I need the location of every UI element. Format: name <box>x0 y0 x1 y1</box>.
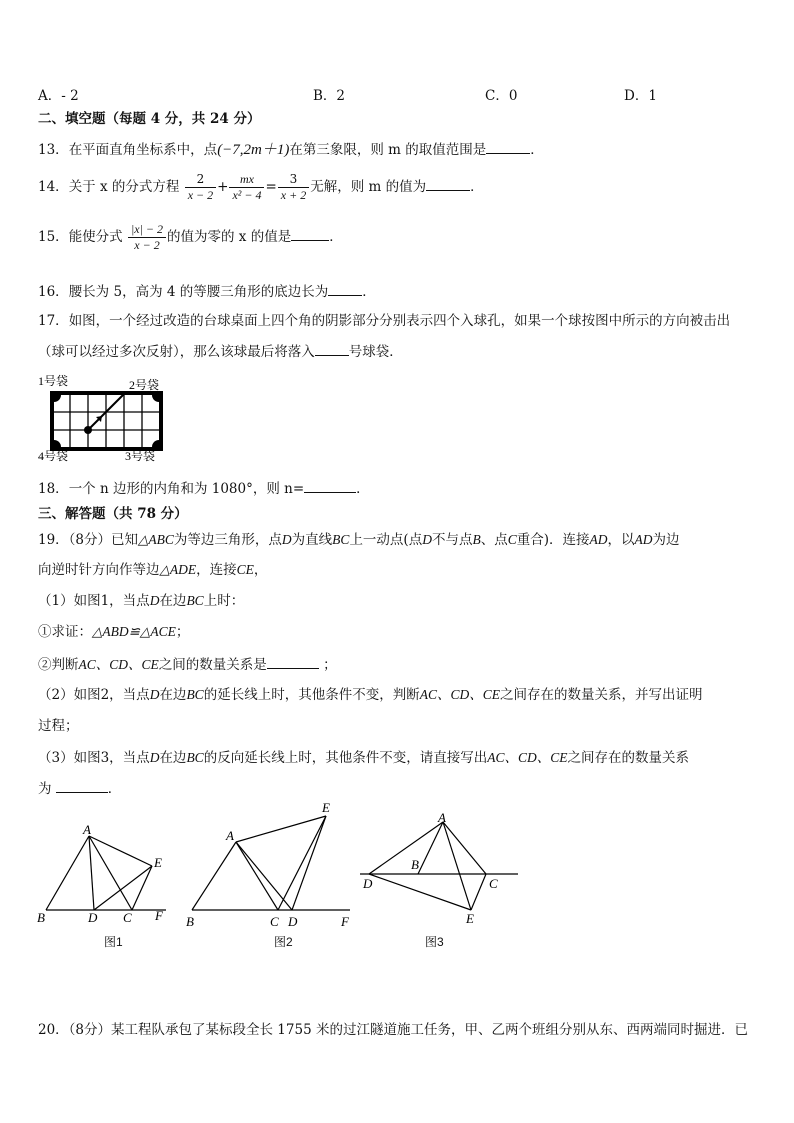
question-14: 14．关于 x 的分式方程 $\frac{2}{x - 2}$ + $\frac{mx}{\text{x² − 4}}$ = $\frac{3}{x + 2}$ 无解，则 m 的值为 ． <box>38 172 484 202</box>
table-outline <box>52 393 161 449</box>
bag-3-label: 3号袋 <box>125 449 156 463</box>
question-17-line1: 17．如图，一个经过改造的台球桌面上四个角的阴影部分分别表示四个入球孔，如果一个球按图中所示的方向被击出 <box>38 313 731 329</box>
figure-1-caption: 图1 <box>104 935 123 949</box>
bag-2-label: 2号袋 <box>129 378 160 392</box>
svg-text:D: D <box>363 876 373 891</box>
question-19-part3: （3）如图3，当点D在边BC的反向延长线上时，其他条件不变，请直接写出AC、CD、CE之间存在的数量关系 <box>38 750 689 766</box>
svg-text:B: B <box>37 910 45 925</box>
question-17-line2: （球可以经过多次反射），那么该球最后将落入 号球袋． <box>38 344 403 360</box>
section-title-solution: 三、解答题（共 78 分） <box>38 506 188 522</box>
question-19-part2: （2）如图2，当点D在边BC的延长线上时，其他条件不变，判断AC、CD、CE之间存在的数量关系，并写出证明 <box>38 687 703 703</box>
figure-2 <box>180 796 360 931</box>
question-16: 16．腰长为 5，高为 4 的等腰三角形的底边长为 ． <box>38 284 376 300</box>
svg-text:D: D <box>288 914 298 929</box>
question-19-sub1: ①求证：△ABD≌△ACE； <box>38 624 190 640</box>
billiard-table-figure <box>36 372 168 464</box>
question-19-line2: 向逆时针方向作等边△ADE，连接CE， <box>38 562 268 578</box>
svg-text:C: C <box>123 910 132 925</box>
svg-text:B: B <box>411 857 419 872</box>
svg-text:A: A <box>83 822 91 837</box>
svg-text:D: D <box>88 910 98 925</box>
figure-3-caption: 图3 <box>425 935 444 949</box>
svg-text:E: E <box>154 855 162 870</box>
option-c: C．0 <box>485 88 518 104</box>
svg-text:F: F <box>155 908 163 923</box>
question-15: 15．能使分式 $\frac{|x| - 2}{x - 2}$ 的值为零的 x 的值是 ． <box>38 222 343 252</box>
svg-text:E: E <box>466 911 474 926</box>
question-19-line1: 19．（8分）已知△ABC为等边三角形，点D为直线BC上一动点(点D不与点B、点C重合)．连接AD，以AD为边 <box>38 532 680 548</box>
question-19-part3-cont: 为 ． <box>38 781 122 797</box>
bag-4-label: 4号袋 <box>38 449 69 463</box>
svg-text:C: C <box>489 876 498 891</box>
option-a: A．- 2 <box>38 88 79 104</box>
svg-text:F: F <box>341 914 349 929</box>
figure-2-caption: 图2 <box>274 935 293 949</box>
option-d: D．1 <box>624 88 657 104</box>
question-19-sub2: ②判断AC、CD、CE之间的数量关系是 ； <box>38 657 337 673</box>
question-13: 13．在平面直角坐标系中，点(−7,2m＋1)在第三象限，则 m 的取值范围是 ． <box>38 142 544 158</box>
figure-1 <box>34 822 174 932</box>
svg-text:A: A <box>438 810 446 825</box>
svg-text:A: A <box>226 828 234 843</box>
svg-text:C: C <box>270 914 279 929</box>
question-19-part1: （1）如图1，当点D在边BC上时： <box>38 593 245 609</box>
svg-text:E: E <box>322 800 330 815</box>
question-20: 20．（8分）某工程队承包了某标段全长 1755 米的过江隧道施工任务，甲、乙两个班组分别从东、西两端同时掘进．已 <box>38 1022 748 1038</box>
option-b: B．2 <box>313 88 346 104</box>
figure-3 <box>356 808 526 928</box>
section-title-fill-in: 二、填空题（每题 4 分，共 24 分） <box>38 111 261 127</box>
question-19-part2-cont: 过程； <box>38 718 79 734</box>
ball <box>84 426 92 434</box>
svg-text:B: B <box>186 914 194 929</box>
question-18: 18．一个 n 边形的内角和为 1080°，则 n= ． <box>38 481 370 497</box>
bag-1-label: 1号袋 <box>38 374 69 388</box>
